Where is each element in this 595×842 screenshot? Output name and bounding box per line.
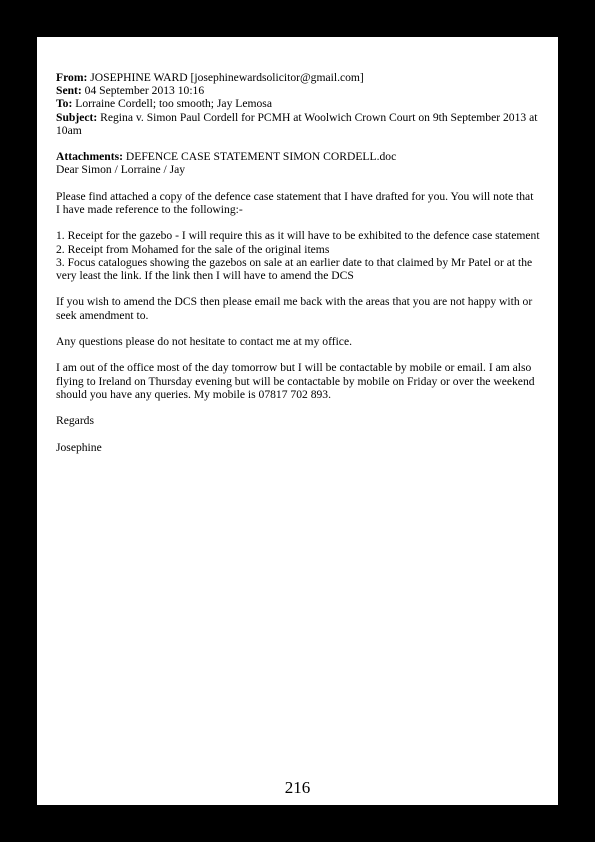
spacer: [56, 401, 540, 414]
subject-line: [56, 111, 540, 137]
to-label: To:: [56, 97, 73, 111]
subject-value: Regina v. Simon Paul Cordell for PCMH at Woolwich Crown Court on 9th September 2013 at 10am: [56, 110, 538, 137]
from-value: JOSEPHINE WARD [josephinewardsolicitor@gmail.com]: [90, 71, 364, 84]
from-label: From:: [56, 71, 88, 84]
document-page: [37, 37, 558, 805]
attachments-label: Attachments:: [56, 150, 123, 164]
spacer: [56, 177, 540, 190]
to-line: [56, 97, 540, 110]
list-item: 1. Receipt for the gazebo - I will require this as it will have to be exhibited to the defence case statement: [56, 229, 540, 243]
intro-paragraph: Please find attached a copy of the defence case statement that I have drafted for you. You will note that I have made reference to the following:-: [56, 189, 534, 216]
amend-paragraph: If you wish to amend the DCS then please email me back with the areas that you are not happy with or seek amendment to.: [56, 295, 533, 322]
availability-paragraph: I am out of the office most of the day tomorrow but I will be contactable by mobile or email. I am also flying to Ireland on Thursday evening but will be contactable by mobile on Friday or over the weekend should you have any queries. My mobile is 07817 702 893.: [56, 361, 535, 401]
signature: Josephine: [56, 440, 102, 454]
spacer: [56, 216, 540, 229]
sent-line: [56, 84, 540, 97]
page-number: 216: [284, 778, 311, 797]
closing: Regards: [56, 414, 94, 428]
spacer: [56, 427, 540, 440]
list-item: 3. Focus catalogues showing the gazebos on sale at an earlier date to that claimed by Mr Patel or at the very least the link. If the link then I will have to amend the DCS: [56, 255, 533, 282]
subject-label: Subject:: [56, 110, 98, 124]
attachments-value: DEFENCE CASE STATEMENT SIMON CORDELL.doc: [125, 150, 397, 164]
spacer: [56, 322, 540, 335]
attachments-line: [56, 150, 540, 163]
sent-label: Sent:: [56, 84, 82, 98]
spacer: [56, 282, 540, 295]
to-value: Lorraine Cordell; too smooth; Jay Lemosa: [75, 97, 272, 111]
sent-value: 04 September 2013 10:16: [84, 84, 205, 98]
from-line: [56, 71, 540, 84]
list-item: 2. Receipt from Mohamed for the sale of the original items: [56, 242, 330, 256]
questions-paragraph: Any questions please do not hesitate to contact me at my office.: [56, 334, 352, 348]
spacer: [56, 137, 540, 150]
spacer: [56, 348, 540, 361]
greeting: Dear Simon / Lorraine / Jay: [56, 163, 186, 177]
email-content: [56, 71, 540, 454]
